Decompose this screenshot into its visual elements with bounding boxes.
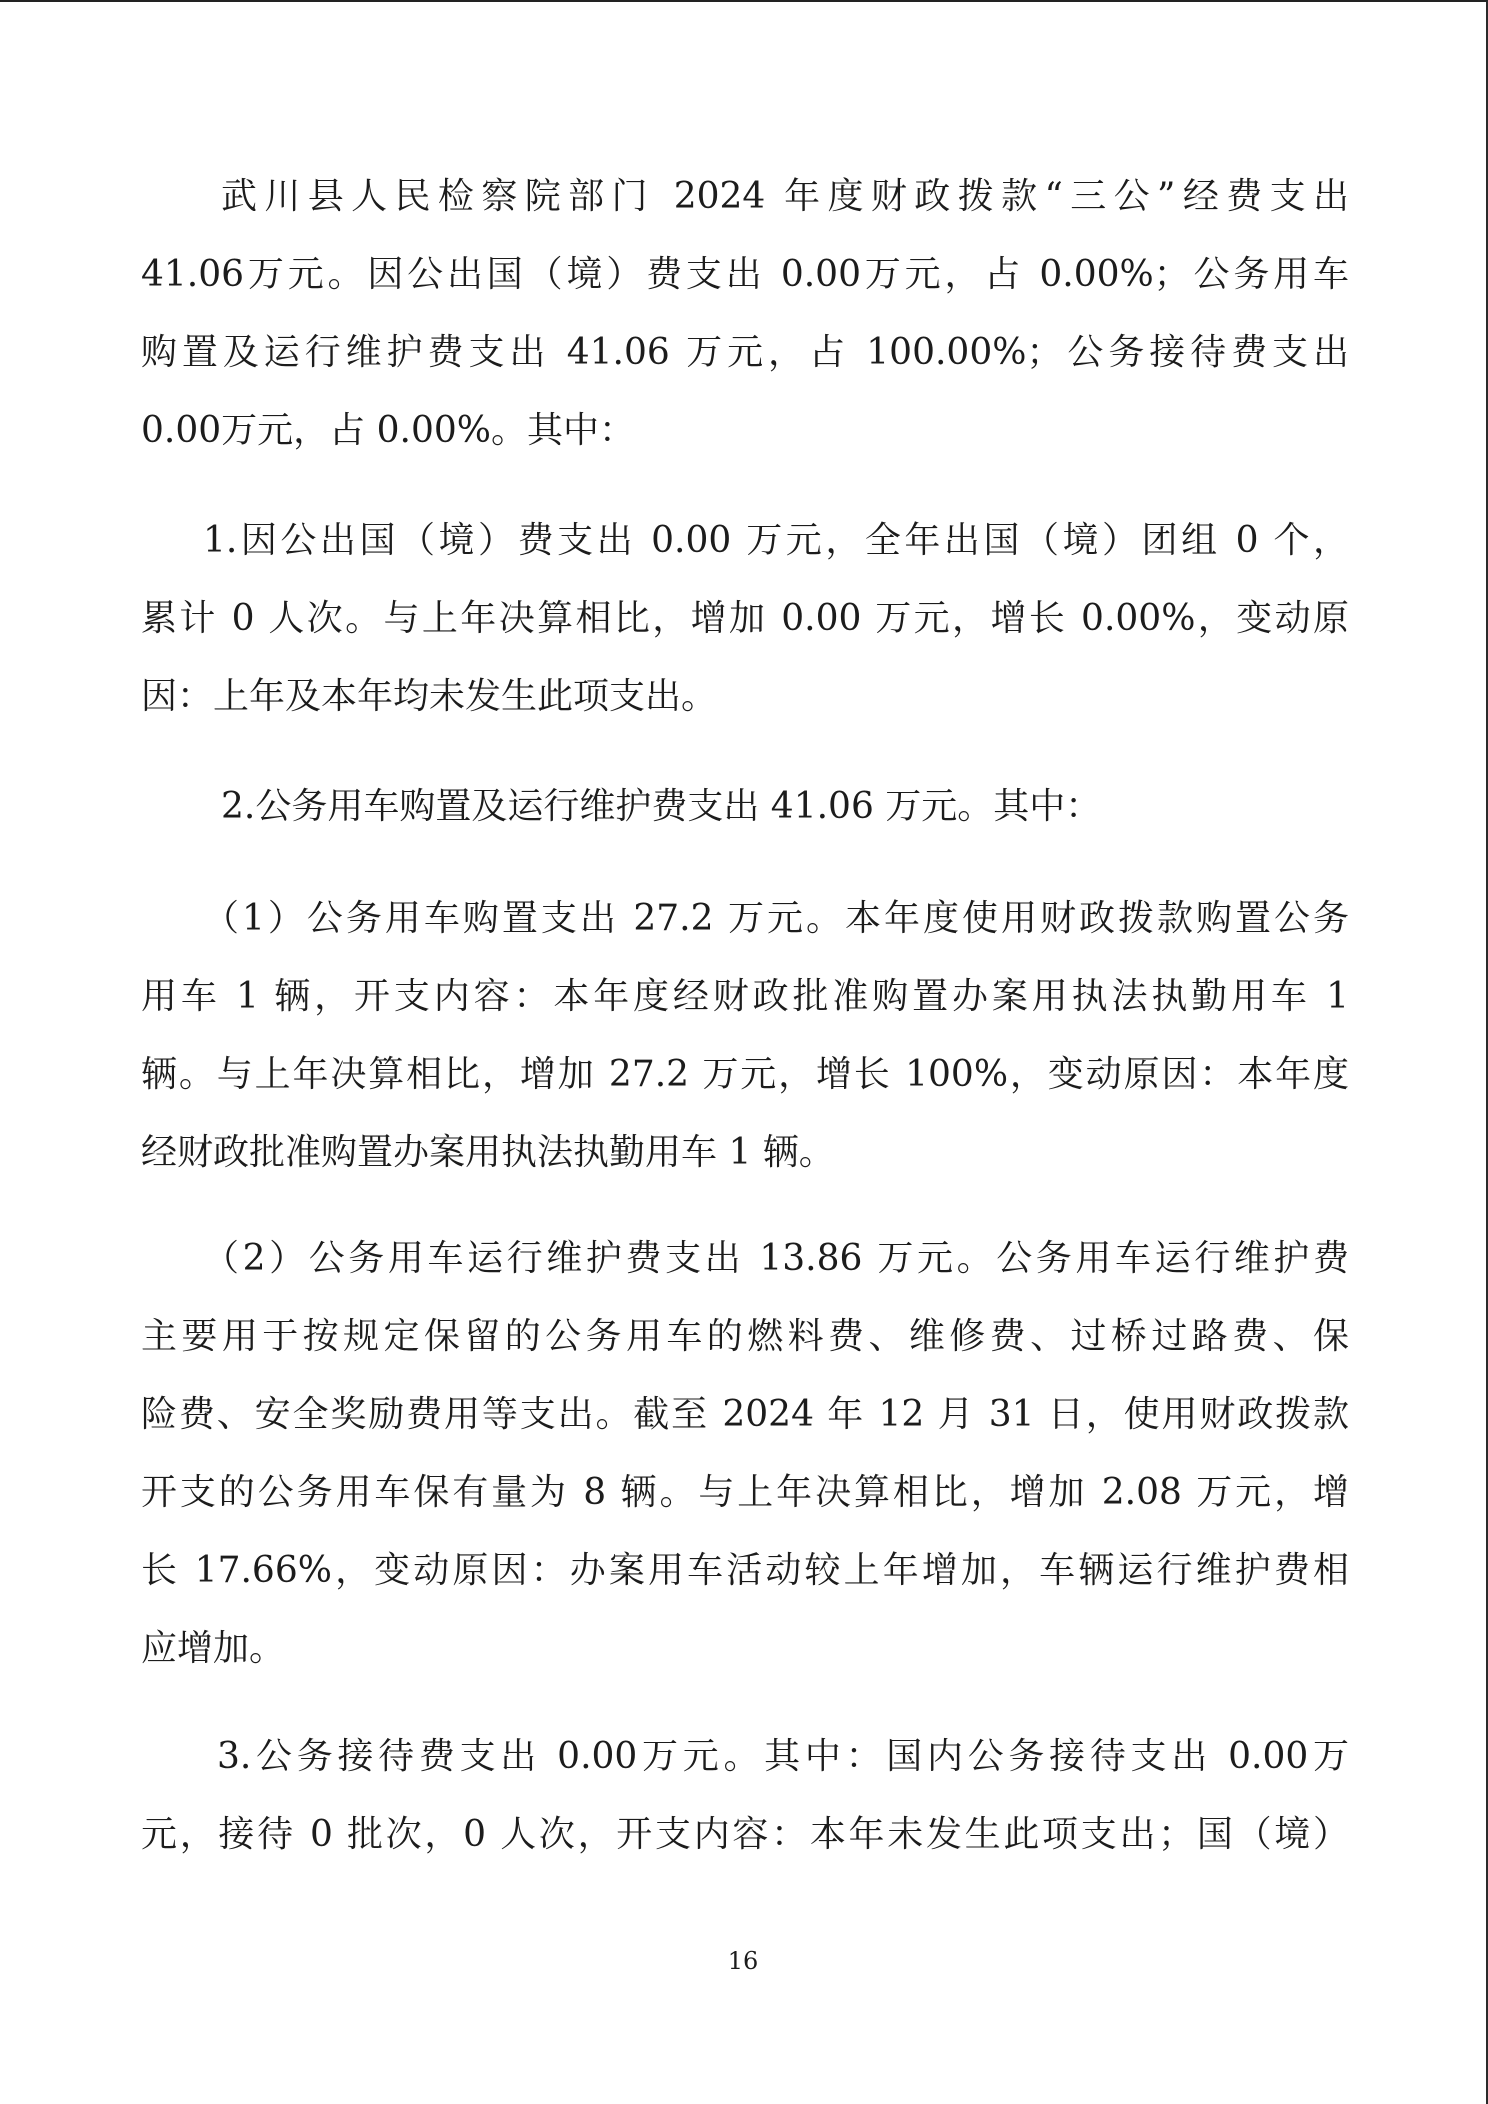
paragraph-vehicle-purchase xyxy=(141,880,1349,1192)
paragraph-line: 应增加。 xyxy=(141,1628,286,1669)
paragraph-reception xyxy=(141,1718,1349,1874)
paragraph-line: 武川县人民检察院部门 2024 年度财政拨款“三公”经费支出 xyxy=(221,176,1349,217)
paragraph-line: 2.公务用车购置及运行维护费支出 41.06 万元。其中： xyxy=(221,786,1102,827)
paragraph-summary xyxy=(141,158,1349,470)
paragraph-line: 辆。与上年决算相比，增加 27.2 万元，增长 100%，变动原因：本年度 xyxy=(141,1054,1349,1095)
paragraph-line: 长 17.66%，变动原因：办案用车活动较上年增加，车辆运行维护费相 xyxy=(141,1550,1349,1591)
paragraph-line: 0.00万元，占 0.00%。其中： xyxy=(141,410,635,451)
page-number: 16 xyxy=(727,1947,759,1975)
paragraph-line: 因：上年及本年均未发生此项支出。 xyxy=(141,676,718,717)
paragraph-line: 1.因公出国（境）费支出 0.00 万元，全年出国（境）团组 0 个， xyxy=(203,520,1349,561)
paragraph-line: 41.06万元。因公出国（境）费支出 0.00万元，占 0.00%；公务用车 xyxy=(141,254,1349,295)
paragraph-line: 累计 0 人次。与上年决算相比，增加 0.00 万元，增长 0.00%，变动原 xyxy=(141,598,1349,639)
paragraph-overseas-travel xyxy=(141,502,1349,736)
paragraph-vehicle-maintenance xyxy=(141,1220,1349,1688)
paragraph-line: 用车 1 辆，开支内容：本年度经财政批准购置办案用执法执勤用车 1 xyxy=(141,976,1349,1017)
paragraph-line: 元，接待 0 批次，0 人次，开支内容：本年未发生此项支出；国（境） xyxy=(141,1814,1349,1855)
paragraph-line: （1）公务用车购置支出 27.2 万元。本年度使用财政拨款购置公务 xyxy=(203,898,1349,939)
paragraph-line: 险费、安全奖励费用等支出。截至 2024 年 12 月 31 日，使用财政拨款 xyxy=(141,1394,1349,1435)
paragraph-vehicle-heading xyxy=(141,768,1349,846)
paragraph-line: 开支的公务用车保有量为 8 辆。与上年决算相比，增加 2.08 万元，增 xyxy=(141,1472,1349,1513)
paragraph-line: 主要用于按规定保留的公务用车的燃料费、维修费、过桥过路费、保 xyxy=(141,1316,1349,1357)
paragraph-line: （2）公务用车运行维护费支出 13.86 万元。公务用车运行维护费 xyxy=(203,1238,1349,1279)
paragraph-line: 3.公务接待费支出 0.00万元。其中：国内公务接待支出 0.00万 xyxy=(217,1736,1349,1777)
paragraph-line: 购置及运行维护费支出 41.06 万元，占 100.00%；公务接待费支出 xyxy=(141,332,1349,373)
paragraph-line: 经财政批准购置办案用执法执勤用车 1 辆。 xyxy=(141,1132,835,1173)
